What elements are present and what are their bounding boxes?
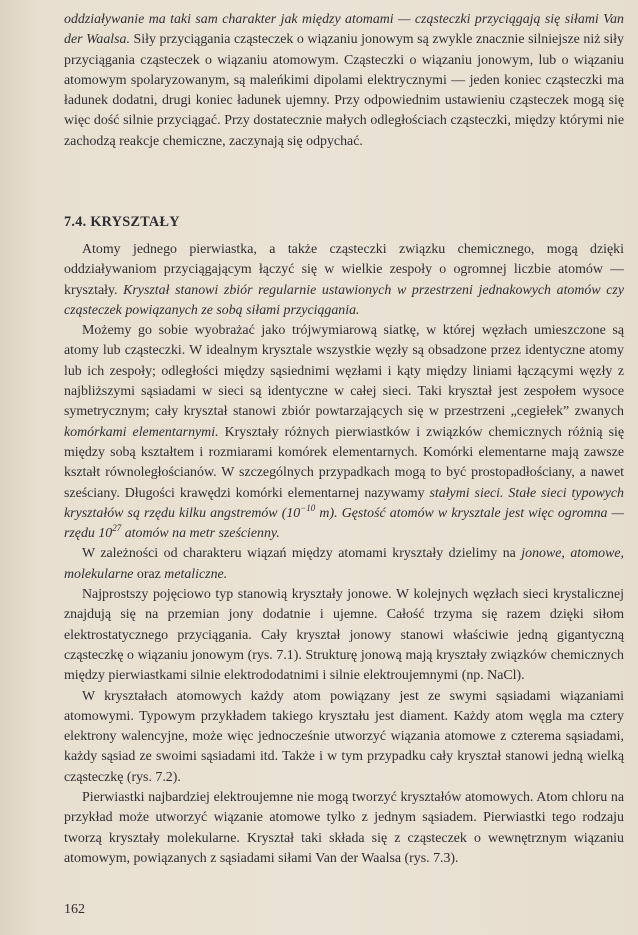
intro-paragraph [64,10,624,152]
page-number: 162 [64,902,85,917]
p2-italic-unit-cells: komórkami elementarnymi. [64,424,219,440]
p2-run-3: Kryształy różnych pierwiastków i związków chemicznych różnią się między sobą kształtem i rozmiarami komórek elementarnych. Komórki elementarne mają zawsze kształt równoległościanów. W szczególnych przypadkach mogą to być prostopadłościany, a nawet sześciany. Długości krawędzi komórki elementarnej nazywamy [64,424,625,501]
p2-italic-lattice-constants: stałymi sieci. Stałe sieci typowych kryształów są rzędu kilku angstremów [64,485,624,521]
p2-exponent-minus-10: −10 [300,502,316,513]
paragraph-crystals-definition [64,240,624,321]
p3-italic-metallic: metaliczne. [164,566,228,582]
p3-italic-types: jonowe, atomowe, molekularne [64,546,624,582]
p1-italic-definition: Kryształ stanowi zbiór regularnie ustawionych w przestrzeni jednakowych atomów czy cząsteczek powiązanych ze sobą siłami przyciągania. [64,282,624,318]
paragraph-atomic-crystals: W kryształach atomowych każdy atom powiązany jest ze swymi sąsiadami wiązaniami atomowymi. Typowym przykładem takiego kryształu jest diament. Każdy atom węgla ma cztery elektrony walencyjne, może więc jednocześnie utworzyć wiązania atomowe z czterema sąsiadami, każdy sąsiad ze swoimi sąsiadami itd. Także i w tym przypadku cały kryształ stanowi jedną wielką cząsteczkę (rys. 7.2). [64,688,624,785]
paragraph-molecular-crystals: Pierwiastki najbardziej elektroujemne nie mogą tworzyć kryształów atomowych. Atom chloru na przykład może utworzyć wiązanie atomowe tylko z jednym sąsiadem. Pierwiastki tego rodzaju tworzą kryształy molekularne. Kryształ taki składa się z cząsteczek o wewnętrznym wiązaniu atomowym, powiązanych z sąsiadami siłami Van der Waalsa (rys. 7.3). [64,790,624,866]
paragraph-crystal-types [64,544,624,585]
intro-run: Siły przyciągania cząsteczek o wiązaniu jonowym są zwykle znacznie silniejsze niż siły przyciągania cząsteczek o wiązaniu atomowym. Cząsteczki o wiązaniu jonowym, lub o wiązaniu atomowym spolaryzowanym, są maleńkimi dipolami elektrycznymi — jeden koniec cząsteczki ma ładunek dodatni, drugi koniec ładunek ujemny. Przy odpowiednim ustawieniu cząsteczek mogą się więc dość silnie przyciągać. Przy dostatecznie małych odległościach cząsteczki, między którymi nie zachodzą reakcje chemiczne, zaczynają się odpychać. [64,32,624,149]
p2-run-1: Możemy go sobie wyobrażać jako trójwymiarową siatkę, w której węzłach umieszczone są atomy lub cząsteczki. W idealnym krysztale wszystkie węzły są obsadzone przez identyczne atomy lub ich zespoły; odległości między sąsiednimi węzłami i kąty między liniami łączącymi węzły z najbliższymi sąsiadami w sieci są identyczne w całej sieci. Taki kryształ jest zespołem wysoce symetrycznym; cały kryształ stanowi zbiór powtarzających się w przestrzeni „cegiełek” zwanych [64,323,624,420]
section-heading: 7.4. KRYSZTAŁY [64,214,180,230]
p1-run: Atomy jednego pierwiastka, a także cząsteczki związku chemicznego, mogą dzięki oddziaływaniom przyciągającym łączyć się w wielkie zespoły o ogromnej liczbie atomów — kryształy. [64,242,624,298]
intro-text-block [64,10,624,152]
paragraph-ionic-crystals: Najprostszy pojęciowo typ stanowią kryształy jonowe. W kolejnych węzłach sieci krystalicznej znajdują się na przemian jony dodatnie i ujemne. Całość trzyma się razem dzięki siłom elektrostatycznego przyciągania. Cały kryształ jonowy stanowi właściwie jedną gigantyczną cząsteczkę o wiązaniu jonowym (rys. 7.1). Strukturę jonową mają kryształy związków chemicznych między pierwiastkami silnie elektrododatnimi i silnie elektroujemnymi (np. NaCl). [64,587,624,684]
main-text-block [64,240,624,869]
p2-italic-density: m). Gęstość atomów w krysztale jest więc ogromna — rzędu 10 [64,505,624,542]
p3-run-1: W zależności od charakteru wiązań między atomami kryształy dzielimy na [82,546,522,562]
intro-italic-run: oddziaływanie ma taki sam charakter jak między atomami — cząsteczki przyciągają się siłami Van der Waalsa. [64,12,624,48]
p2-exponent-27: 27 [112,523,122,534]
p3-run-3: oraz [133,566,165,582]
p2-italic-paren: (10 [277,505,301,521]
paragraph-lattice [64,321,624,544]
p2-italic-per-cubic-meter: atomów na metr sześcienny. [121,526,280,542]
